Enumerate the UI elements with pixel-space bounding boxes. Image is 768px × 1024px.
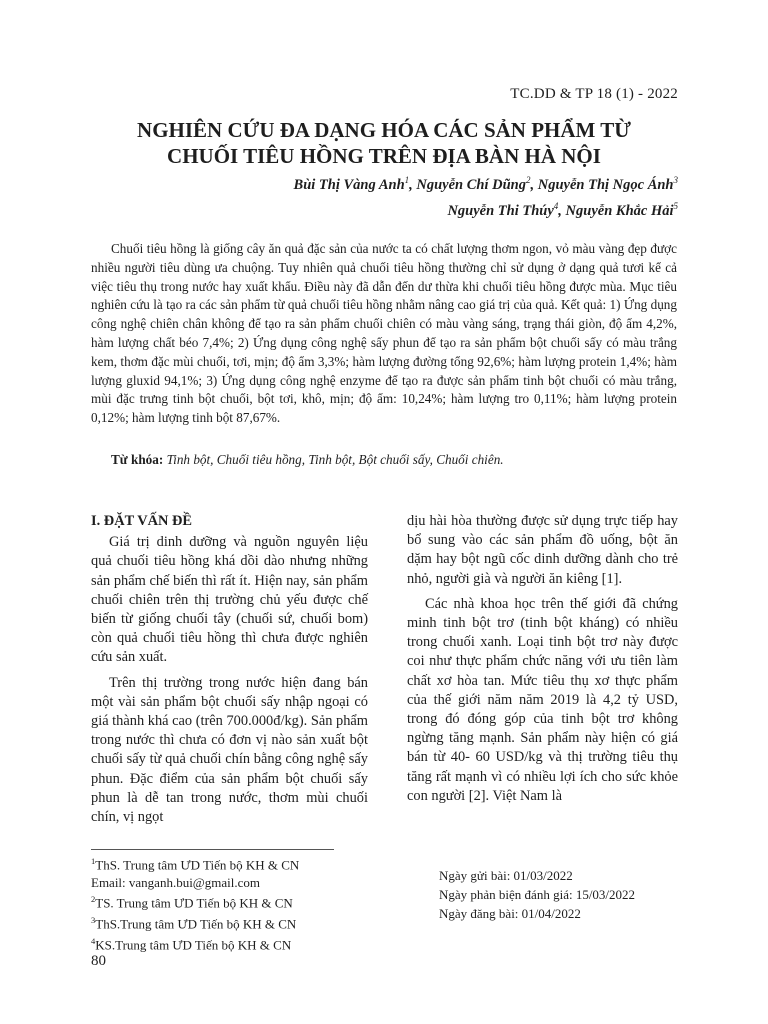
footnote-text: ThS. Trung tâm ƯD Tiến bộ KH & CN: [95, 857, 300, 873]
date-reviewed: Ngày phản biện đánh giá: 15/03/2022: [439, 887, 636, 902]
author-name: Nguyễn Thị Ngọc Ánh: [537, 176, 674, 193]
footnote-mark: 1: [91, 856, 96, 866]
body-paragraph: Giá trị dinh dưỡng và nguồn nguyên liệu quả chuối tiêu hồng khá dồi dào nhưng những sản phẩm chế biến thì rất ít. Hiện nay, sản phẩm chuối chiên trên thị trường chủ yếu được chế biến từ giống chuối tây (chuối sứ, chuối bom) còn quả chuối tiêu hồng thì chưa được nghiên cứu sản xuất.: [91, 534, 368, 666]
footnote: [91, 933, 391, 954]
body-paragraph: Các nhà khoa học trên thế giới đã chứng minh tinh bột trơ (tinh bột kháng) có nhiều trong chuối xanh. Loại tinh bột trơ này được coi như thực phẩm chức năng với ưu tiên làm chất xơ hòa tan. Mức tiêu thụ xơ thực phẩm của thế giới năm năm 2019 là 4,2 tỷ USD, trong đó đóng góp của tinh bột trơ không ngừng tăng mạnh. Sản phẩm này hiện có giá bán từ 40- 60 USD/kg và thị trường tiêu thụ tăng rất mạnh vì có nhiều lợi ích cho sức khỏe con người [2]. Việt Nam là: [407, 595, 678, 804]
footnote-text: ThS.Trung tâm ƯD Tiến bộ KH & CN: [95, 916, 297, 932]
left-column: [91, 512, 368, 833]
article-title: [88, 117, 680, 169]
title-line-2: CHUỐI TIÊU HỒNG TRÊN ĐỊA BÀN HÀ NỘI: [167, 144, 601, 168]
author-name: Nguyễn Chí Dũng: [416, 176, 526, 193]
right-column: [407, 512, 678, 812]
date-published: Ngày đăng bài: 01/04/2022: [439, 906, 581, 921]
author-line-2: Nguyễn Thi Thúy$^4$, Nguyễn Khắc Hải$^5$: [447, 200, 678, 219]
footnote: [91, 853, 391, 874]
footnote-text: Email: vanganh.bui@gmail.com: [91, 874, 261, 890]
footnote: [91, 874, 391, 892]
author-affiliation-mark: 4: [553, 200, 559, 211]
keywords: [111, 451, 677, 470]
footnote: [91, 912, 391, 933]
submission-dates: [439, 866, 679, 923]
journal-reference: TC.DD & TP 18 (1) - 2022: [510, 86, 678, 102]
author-affiliation-mark: 2: [525, 175, 531, 185]
body-paragraph: Trên thị trường trong nước hiện đang bán một vài sản phẩm bột chuối sấy nhập ngoại có giá thành khá cao (trên 700.000đ/kg). Sản phẩm trong nước thì chưa có đơn vị nào sản xuất bột chuối sấy từ quả chuối chín bằng công nghệ sấy phun. Đặc điểm của sản phẩm bột chuối sấy phun là dễ tan trong nước, thơm mùi chuối chín, vị ngọt: [91, 674, 368, 826]
author-name: Nguyễn Thi Thúy: [447, 202, 554, 219]
abstract: Chuối tiêu hồng là giống cây ăn quả đặc sản của nước ta có chất lượng thơm ngon, vỏ màu vàng đẹp được nhiều người tiêu dùng ưa chuộng. Tuy nhiên quả chuối tiêu hồng thường chỉ sử dụng ở dạng quả tươi kể cả việc tiêu thụ trong nước hay xuất khẩu. Điều này đã dẫn đến dư thừa khi chuối tiêu hồng được mùa. Mục tiêu nghiên cứu là tạo ra các sản phẩm từ quả chuối tiêu hồng nhằm nâng cao giá trị của quả. Kết quả: 1) Ứng dụng công nghệ chiên chân không để tạo ra sản phẩm chuối chiên có màu vàng sáng, trạng thái giòn, độ ẩm 4,2%, hàm lượng chất béo 7,4%; 2) Ứng dụng công nghệ sấy phun để tạo ra sản phẩm bột chuối sấy có màu trắng kem, thơm đặc mùi chuối, tơi, mịn; độ ẩm 3,3%; hàm lượng đường tổng 92,6%; hàm lượng protein 1,4%; hàm lượng gluxid 94,1%; 3) Ứng dụng công nghệ enzyme để tạo ra được sản phẩm tinh bột chuối có màu trắng, mùi đặc trưng tinh bột chuối, bột tơi, khô, mịn; độ ẩm: 10,24%; hàm lượng tro 0,11%; hàm lượng protein 0,12%; hàm lượng tinh bột 87,67%.: [91, 241, 677, 426]
footnote-text: TS. Trung tâm ƯD Tiến bộ KH & CN: [95, 895, 293, 911]
author-name: Nguyễn Khắc Hải: [565, 202, 674, 219]
author-line-1: Bùi Thị Vàng Anh$^1$, Nguyễn Chí Dũng$^2$, Nguyễn Thị Ngọc Ánh$^3$: [293, 175, 678, 193]
footnote-divider: [91, 849, 334, 850]
footnote: [91, 891, 391, 912]
author-affiliation-mark: 5: [673, 200, 678, 211]
footnote-text: KS.Trung tâm ƯD Tiến bộ KH & CN: [95, 937, 292, 953]
footnotes: [91, 853, 391, 954]
date-received: Ngày gửi bài: 01/03/2022: [439, 868, 573, 883]
author-affiliation-mark: 1: [404, 175, 410, 185]
author-affiliation-mark: 3: [673, 175, 678, 185]
title-line-1: NGHIÊN CỨU ĐA DẠNG HÓA CÁC SẢN PHẨM TỪ: [137, 118, 631, 142]
footnote-mark: 2: [91, 894, 96, 905]
author-list: [118, 170, 678, 222]
footnote-mark: 3: [91, 915, 96, 926]
keywords-text: Tinh bột, Chuối tiêu hồng, Tinh bột, Bột chuối sấy, Chuối chiên.: [166, 452, 504, 467]
footnote-mark: 4: [91, 935, 96, 946]
author-name: Bùi Thị Vàng Anh: [293, 176, 405, 193]
section-heading: I. ĐẶT VẤN ĐỀ: [91, 513, 193, 529]
body-paragraph-continued: dịu hài hòa thường được sử dụng trực tiếp hay bổ sung vào các sản phẩm đồ uống, bột ăn dặm hay bột ngũ cốc dinh dưỡng dành cho trẻ nhỏ, người già và người ăn kiêng [1].: [407, 513, 678, 587]
page-number: 80: [91, 953, 106, 969]
keywords-label: Từ khóa:: [111, 452, 164, 467]
